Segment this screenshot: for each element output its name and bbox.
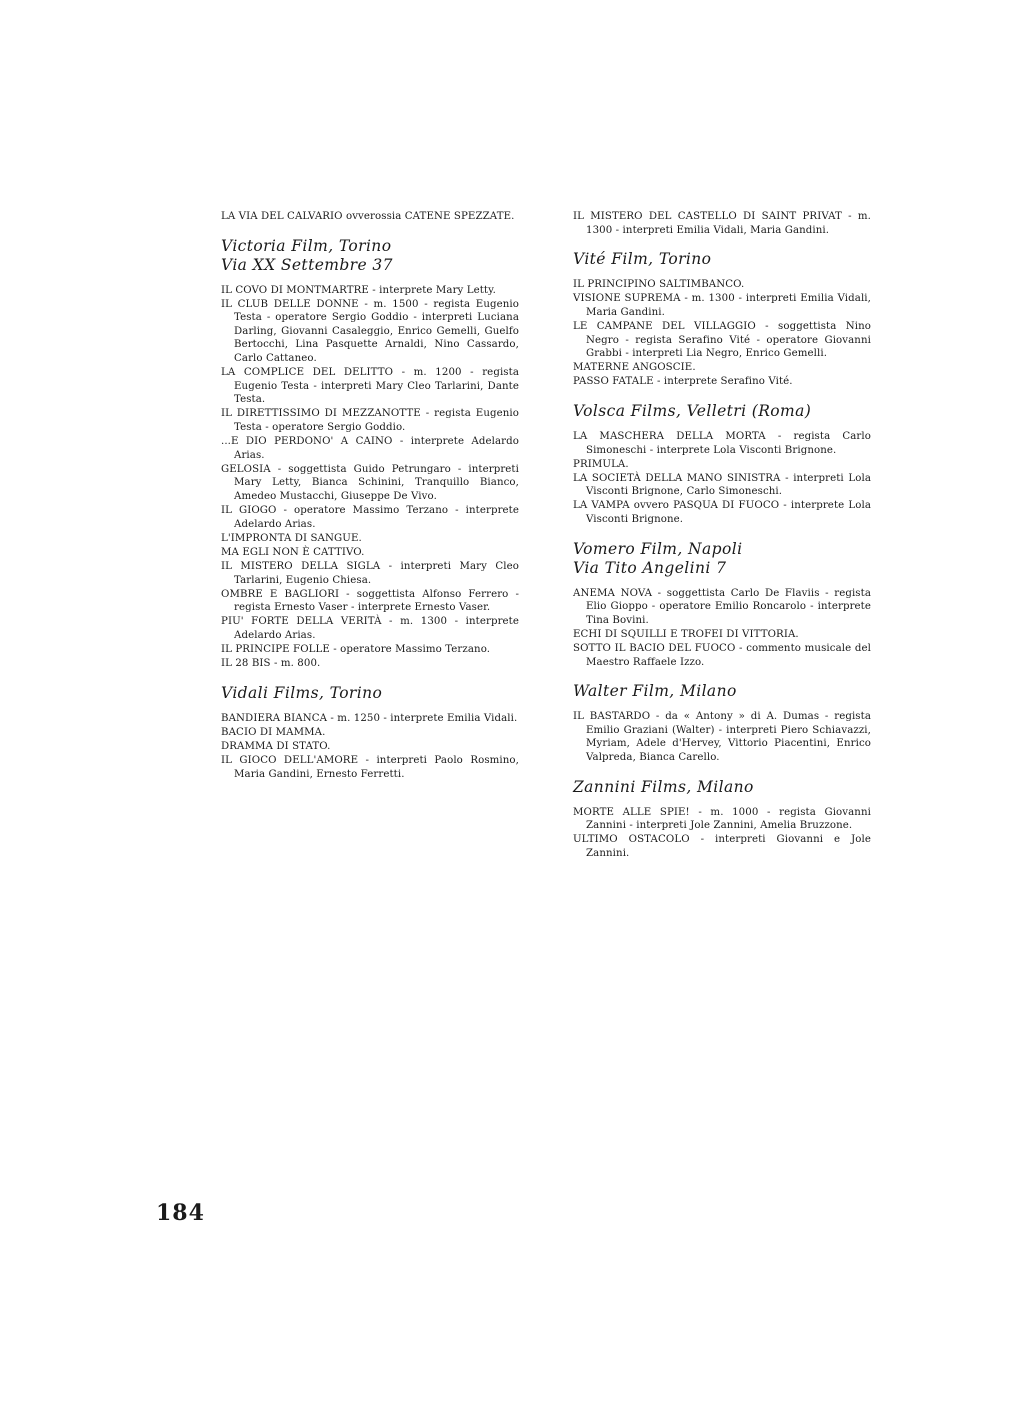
film-entry: L'IMPRONTA DI SANGUE.: [221, 532, 362, 544]
film-entry: DRAMMA DI STATO.: [221, 740, 331, 752]
film-entry: ...E DIO PERDONO' A CAINO - interprete Adelardo Arias.: [221, 436, 519, 461]
page-number: 184: [156, 1200, 205, 1226]
studio-name: Victoria Film, Torino: [221, 236, 392, 255]
studio-name: Vomero Film, Napoli: [573, 539, 743, 558]
film-entry: IL GIOCO DELL'AMORE - interpreti Paolo Rosmino, Maria Gandini, Ernesto Ferretti.: [221, 755, 519, 780]
studio-heading: [573, 540, 871, 578]
studio-address: Via Tito Angelini 7: [573, 558, 727, 577]
film-entry: GELOSIA - soggettista Guido Petrungaro - interpreti Mary Letty, Bianca Schinini, Tranquillo Bianco, Amedeo Mustacchi, Giuseppe De Vivo.: [221, 463, 519, 502]
studio-heading: [221, 237, 519, 275]
film-entry: MA EGLI NON È CATTIVO.: [221, 546, 365, 558]
film-entry: PRIMULA.: [573, 458, 629, 470]
film-entry: IL DIRETTISSIMO DI MEZZANOTTE - regista Eugenio Testa - operatore Sergio Goddio.: [221, 408, 519, 434]
film-entry: ULTIMO OSTACOLO - interpreti Giovanni e Jole Zannini.: [573, 834, 871, 859]
film-entry: LA COMPLICE DEL DELITTO - m. 1200 - regista Eugenio Testa - interpreti Mary Cleo Tarlarini, Dante Testa.: [221, 367, 519, 406]
studio-heading: [573, 682, 871, 701]
film-entry: LA VIA DEL CALVARIO ovverossia CATENE SPEZZATE.: [221, 211, 515, 222]
studio-heading: [573, 778, 871, 797]
studio-name: Zannini Films, Milano: [573, 777, 754, 796]
studio-heading: [221, 684, 519, 703]
film-entry: LE CAMPANE DEL VILLAGGIO - soggettista Nino Negro - regista Serafino Vité - operatore Giovanni Grabbi - interpreti Lia Negro, Enrico Gemelli.: [573, 320, 871, 360]
studio-name: Volsca Films, Velletri (Roma): [573, 401, 812, 420]
film-entry: IL BASTARDO - da « Antony » di A. Dumas - regista Emilio Graziani (Walter) - interpreti Piero Schiavazzi, Myriam, Adele d'Hervey, Vittorio Piacentini, Enrico Valpreda, Bianca Carello.: [573, 711, 871, 763]
studio-heading: [573, 250, 871, 269]
film-entry: LA VAMPA ovvero PASQUA DI FUOCO - interprete Lola Visconti Brignone.: [573, 500, 871, 525]
film-entry: ECHI DI SQUILLI E TROFEI DI VITTORIA.: [573, 628, 799, 640]
film-entry: IL GIOGO - operatore Massimo Terzano - interprete Adelardo Arias.: [221, 505, 519, 530]
film-entry: SOTTO IL BACIO DEL FUOCO - commento musicale del Maestro Raffaele Izzo.: [573, 642, 871, 668]
film-entry: BACIO DI MAMMA.: [221, 726, 326, 738]
film-entry: VISIONE SUPREMA - m. 1300 - interpreti Emilia Vidali, Maria Gandini.: [573, 293, 871, 318]
film-entry: PASSO FATALE - interprete Serafino Vité.: [573, 376, 793, 388]
film-entry: MATERNE ANGOSCIE.: [573, 362, 696, 374]
film-entry: IL MISTERO DEL CASTELLO DI SAINT PRIVAT - m. 1300 - interpreti Emilia Vidali, Maria Gandini.: [573, 211, 871, 236]
film-entry: IL PRINCIPINO SALTIMBANCO.: [573, 279, 745, 291]
film-entry: LA SOCIETÀ DELLA MANO SINISTRA - interpreti Lola Visconti Brignone, Carlo Simoneschi.: [573, 472, 871, 498]
film-entry: BANDIERA BIANCA - m. 1250 - interprete Emilia Vidali.: [221, 712, 518, 724]
film-entry: ANEMA NOVA - soggettista Carlo De Flaviis - regista Elio Gioppo - operatore Emilio Roncarolo - interprete Tina Bovini.: [573, 587, 871, 626]
film-entry: IL COVO DI MONTMARTRE - interprete Mary Letty.: [221, 284, 496, 296]
studio-name: Vité Film, Torino: [573, 250, 712, 269]
film-entry: OMBRE E BAGLIORI - soggettista Alfonso Ferrero - regista Ernesto Vaser - interprete Ernesto Vaser.: [221, 588, 519, 614]
film-entry: IL CLUB DELLE DONNE - m. 1500 - regista Eugenio Testa - operatore Sergio Goddio - interpreti Luciana Darling, Giovanni Casaleggio, Enrico Gemelli, Guelfo Bertocchi, Lina Pasquette Arnaldi, Nino Cassardo, Carlo Cattaneo.: [221, 298, 519, 365]
studio-name: Vidali Films, Torino: [221, 683, 383, 702]
film-entry: MORTE ALLE SPIE! - m. 1000 - regista Giovanni Zannini - interpreti Jole Zannini, Amelia Bruzzone.: [573, 806, 871, 832]
left-column: [221, 210, 519, 782]
film-entry: IL MISTERO DELLA SIGLA - interpreti Mary Cleo Tarlarini, Eugenio Chiesa.: [221, 560, 519, 586]
film-entry: LA MASCHERA DELLA MORTA - regista Carlo Simoneschi - interprete Lola Visconti Brignone.: [573, 430, 871, 456]
studio-name: Walter Film, Milano: [573, 682, 737, 701]
studio-address: Via XX Settembre 37: [221, 255, 393, 274]
film-entry: PIU' FORTE DELLA VERITÀ - m. 1300 - interprete Adelardo Arias.: [221, 616, 519, 641]
film-entry: IL 28 BIS - m. 800.: [221, 658, 321, 670]
film-entry: IL PRINCIPE FOLLE - operatore Massimo Terzano.: [221, 644, 491, 656]
right-column: [573, 210, 871, 861]
studio-heading: [573, 402, 871, 421]
